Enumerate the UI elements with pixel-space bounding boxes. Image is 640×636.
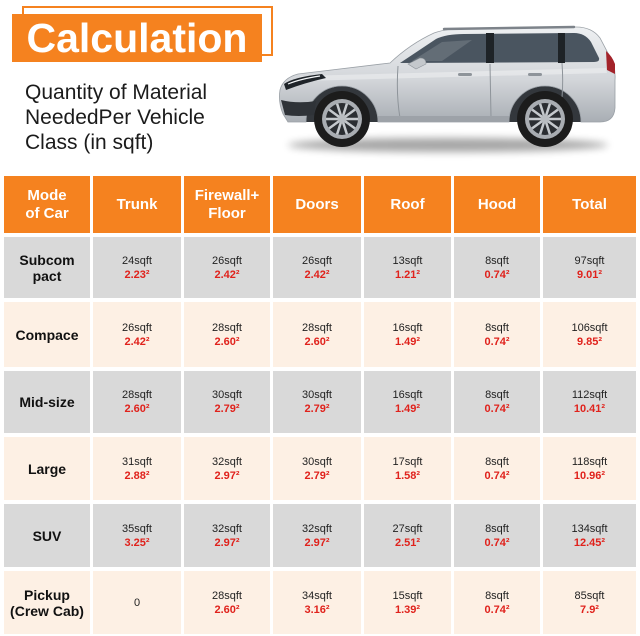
table-cell-total xyxy=(543,371,636,433)
converted-value-text: 2.79² xyxy=(214,403,240,415)
sqft-text: 0 xyxy=(133,596,141,609)
converted-value-text: 2.42² xyxy=(214,268,240,281)
converted-value-text: 10.41² xyxy=(573,403,606,415)
sqft-text: 134sqft xyxy=(571,522,608,535)
converted-value-text: 2.60² xyxy=(304,335,330,348)
converted-value-text: 9.85² xyxy=(576,335,603,348)
data-table xyxy=(4,176,636,634)
converted-value-text: 2.42² xyxy=(304,268,330,281)
table-cell-roof xyxy=(364,237,451,298)
converted-value-text: 9.01² xyxy=(576,268,603,281)
table-cell-doors xyxy=(273,437,361,500)
sqft-text: 30sqft xyxy=(212,389,242,401)
sqft-text: 8sqft xyxy=(485,389,509,401)
converted-value-text: 7.9² xyxy=(580,603,599,616)
sqft-text: 17sqft xyxy=(392,455,423,468)
front-door-handle xyxy=(458,73,472,76)
table-cell-roof xyxy=(364,437,451,500)
sqft-text: 27sqft xyxy=(392,522,423,535)
table-cell-hood xyxy=(454,237,540,298)
converted-value-text: 2.42² xyxy=(124,335,150,348)
table-cell-roof xyxy=(364,571,451,634)
sqft-text: 85sqft xyxy=(574,589,605,602)
side-sill xyxy=(378,116,509,122)
table-row xyxy=(4,504,636,567)
row-label-mid-size: Mid-size xyxy=(4,371,90,433)
table-cell-doors xyxy=(273,571,361,634)
converted-value-text: 1.49² xyxy=(394,335,421,348)
converted-value-text: 2.60² xyxy=(214,603,240,616)
converted-value-text: 2.97² xyxy=(214,536,240,549)
rear-hub-cap xyxy=(541,115,550,124)
sqft-text: 16sqft xyxy=(392,389,423,401)
sqft-text: 106sqft xyxy=(571,321,608,334)
converted-value-text: 2.79² xyxy=(304,403,330,415)
sqft-text: 8sqft xyxy=(485,589,509,602)
column-header-mode-of-car: Mode of Car xyxy=(4,176,90,233)
sqft-text: 34sqft xyxy=(302,589,332,602)
front-hub-cap xyxy=(338,115,347,124)
table-cell-firewall-floor xyxy=(184,571,270,634)
table-cell-doors xyxy=(273,504,361,567)
sqft-text: 97sqft xyxy=(574,254,605,267)
converted-value-text: 3.25² xyxy=(124,536,150,549)
table-cell-trunk xyxy=(93,437,181,500)
page-title: Calculation xyxy=(12,14,262,62)
rear-door-handle xyxy=(528,73,542,76)
converted-value-text: 0.74² xyxy=(484,469,510,482)
column-header-roof: Roof xyxy=(364,176,451,233)
sqft-text: 32sqft xyxy=(212,522,242,535)
table-cell-firewall-floor xyxy=(184,371,270,433)
sqft-text: 32sqft xyxy=(302,522,332,535)
table-header-row xyxy=(4,176,636,233)
converted-value-text: 10.96² xyxy=(573,469,606,482)
sqft-text: 26sqft xyxy=(212,254,242,267)
sqft-text: 32sqft xyxy=(212,455,242,468)
table-cell-hood xyxy=(454,437,540,500)
converted-value-text: 1.21² xyxy=(394,268,421,281)
sqft-text: 30sqft xyxy=(302,389,332,401)
table-row xyxy=(4,302,636,367)
converted-value-text: 2.88² xyxy=(124,469,150,482)
row-label-compace: Compace xyxy=(4,302,90,367)
sqft-text: 24sqft xyxy=(122,254,152,267)
converted-value-text: 12.45² xyxy=(573,536,606,549)
sqft-text: 16sqft xyxy=(392,321,423,334)
table-cell-firewall-floor xyxy=(184,302,270,367)
column-header-doors: Doors xyxy=(273,176,361,233)
table-cell-hood xyxy=(454,571,540,634)
table-cell-doors xyxy=(273,237,361,298)
front-air-intake xyxy=(281,100,316,116)
page-subtitle: Quantity of Material NeededPer Vehicle Class (in sqft) xyxy=(25,81,208,154)
sqft-text: 30sqft xyxy=(302,455,332,468)
table-cell-total xyxy=(543,571,636,634)
converted-value-text: 0.74² xyxy=(484,268,510,281)
table-cell-total xyxy=(543,237,636,298)
table-cell-hood xyxy=(454,371,540,433)
converted-value-text: 2.60² xyxy=(214,335,240,348)
table-cell-trunk xyxy=(93,302,181,367)
sqft-text: 35sqft xyxy=(122,522,152,535)
table-cell-doors xyxy=(273,371,361,433)
table-cell-firewall-floor xyxy=(184,437,270,500)
column-header-trunk: Trunk xyxy=(93,176,181,233)
row-label-pickup-crew-cab: Pickup (Crew Cab) xyxy=(4,571,90,634)
converted-value-text: 2.97² xyxy=(214,469,240,482)
converted-value-text: 2.23² xyxy=(124,268,150,281)
table-cell-roof xyxy=(364,302,451,367)
sqft-text: 8sqft xyxy=(485,455,509,468)
sqft-text: 31sqft xyxy=(122,455,152,468)
column-header-hood: Hood xyxy=(454,176,540,233)
converted-value-text: 0.74² xyxy=(484,403,510,415)
row-label-suv: SUV xyxy=(4,504,90,567)
sqft-text: 8sqft xyxy=(485,522,509,535)
table-cell-total xyxy=(543,302,636,367)
sqft-text: 28sqft xyxy=(302,321,332,334)
table-row xyxy=(4,571,636,634)
table-cell-trunk xyxy=(93,237,181,298)
row-label-subcom-pact: Subcom pact xyxy=(4,237,90,298)
row-label-large: Large xyxy=(4,437,90,500)
converted-value-text: 2.97² xyxy=(304,536,330,549)
converted-value-text: 0.74² xyxy=(484,335,510,348)
table-row xyxy=(4,371,636,433)
converted-value-text: 1.49² xyxy=(394,403,421,415)
table-cell-total xyxy=(543,437,636,500)
b-pillar xyxy=(486,33,494,63)
sqft-text: 28sqft xyxy=(122,389,152,401)
car-image xyxy=(272,18,620,163)
table-cell-doors xyxy=(273,302,361,367)
table-cell-roof xyxy=(364,504,451,567)
sqft-text: 8sqft xyxy=(485,254,509,267)
sqft-text: 8sqft xyxy=(485,321,509,334)
column-header-total: Total xyxy=(543,176,636,233)
table-cell-hood xyxy=(454,504,540,567)
table-cell-trunk xyxy=(93,571,181,634)
sqft-text: 118sqft xyxy=(571,455,608,468)
table-cell-firewall-floor xyxy=(184,237,270,298)
sqft-text: 26sqft xyxy=(302,254,332,267)
table-cell-trunk xyxy=(93,504,181,567)
c-pillar xyxy=(558,33,565,63)
table-cell-hood xyxy=(454,302,540,367)
converted-value-text: 0.74² xyxy=(484,536,510,549)
table-cell-trunk xyxy=(93,371,181,433)
table-cell-firewall-floor xyxy=(184,504,270,567)
table-cell-roof xyxy=(364,371,451,433)
column-header-firewall-floor: Firewall+ Floor xyxy=(184,176,270,233)
converted-value-text: 0.74² xyxy=(484,603,510,616)
converted-value-text: 2.51² xyxy=(394,536,421,549)
table-cell-total xyxy=(543,504,636,567)
sqft-text: 28sqft xyxy=(212,321,242,334)
sqft-text: 13sqft xyxy=(392,254,423,267)
table-row xyxy=(4,237,636,298)
converted-value-text: 1.39² xyxy=(394,603,421,616)
sqft-text: 28sqft xyxy=(212,589,242,602)
converted-value-text: 3.16² xyxy=(304,603,330,616)
converted-value-text: 2.79² xyxy=(304,469,330,482)
sqft-text: 112sqft xyxy=(571,389,608,401)
converted-value-text: 2.60² xyxy=(124,403,150,415)
sqft-text: 26sqft xyxy=(122,321,152,334)
converted-value-text: 1.58² xyxy=(394,469,421,482)
table-row xyxy=(4,437,636,500)
sqft-text: 15sqft xyxy=(392,589,423,602)
